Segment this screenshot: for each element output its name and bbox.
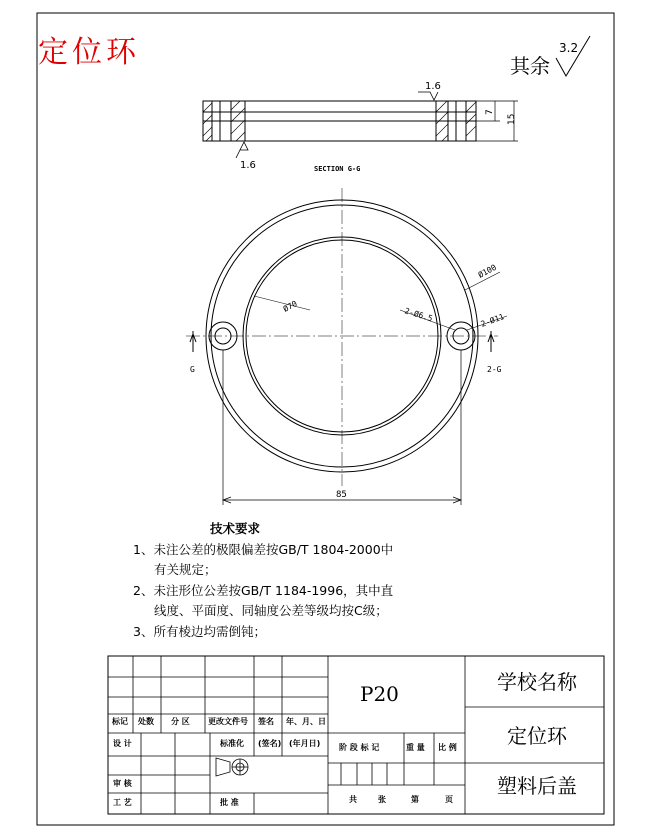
roughness-top-value: 1.6 (425, 81, 441, 92)
material: 塑料后盖 (497, 774, 577, 798)
tech-line-3: 2、未注形位公差按GB/T 1184-1996，其中直 (133, 583, 394, 598)
label-scale: 比 例 (438, 743, 457, 752)
label-approve: 批 准 (220, 798, 239, 807)
tech-line-1: 1、未注公差的极限偏差按GB/T 1804-2000中 (133, 542, 394, 557)
label-sheets: 张 (378, 795, 386, 804)
center-lines (186, 188, 498, 486)
label-docno: 更改文件号 (208, 717, 248, 726)
label-zone: 分 区 (171, 717, 190, 726)
roughness-bottom-value: 1.6 (240, 160, 256, 171)
dim-outer: Ø100 (476, 262, 498, 280)
label-date2: (年月日) (289, 739, 321, 748)
label-sheet-no: 第 (411, 795, 419, 804)
section-label: SECTION G-G (314, 165, 361, 173)
tech-line-4: 线度、平面度、同轴度公差等级均按C级； (154, 603, 388, 618)
dim-span: 85 (336, 490, 347, 500)
drawing-title-red: 定位环 (38, 35, 140, 70)
label-mark: 标记 (112, 717, 128, 726)
tech-title: 技术要求 (210, 521, 261, 536)
label-standardize: 标准化 (220, 739, 244, 748)
label-process: 工 艺 (113, 798, 132, 807)
label-stage-mark: 阶 段 标 记 (339, 743, 380, 752)
rough-note: 其余 (510, 54, 550, 78)
roughness-mark-bottom (236, 142, 248, 158)
roughness-mark-top (418, 92, 438, 100)
label-count: 处数 (138, 717, 154, 726)
dim-cbore: 2-Ø11 (479, 312, 506, 329)
roughness-value: 3.2 (559, 41, 579, 55)
label-weight: 重 量 (406, 743, 425, 752)
cut-label-right: 2-G (487, 365, 502, 374)
projection-symbol (216, 758, 248, 776)
dim-bore: 2-Ø6.5 (403, 306, 434, 324)
dim-height-small: 7 (485, 109, 495, 115)
label-sign: 签名 (258, 717, 274, 726)
dim-height-total: 15 (507, 113, 517, 125)
label-sign2: (签名) (258, 739, 282, 748)
tech-line-2: 有关规定； (154, 562, 217, 577)
label-sheets-total: 共 (349, 795, 357, 804)
sheet-border (37, 13, 614, 825)
school-name: 学校名称 (497, 670, 577, 694)
dim-inner: Ø70 (281, 299, 299, 314)
label-date: 年、月、日 (286, 717, 326, 726)
tech-line-5: 3、所有棱边均需倒钝； (133, 624, 266, 639)
cut-label-left: G (190, 365, 195, 374)
label-design: 设 计 (113, 739, 132, 748)
label-page: 页 (445, 795, 453, 804)
label-review: 审 核 (113, 779, 132, 788)
part-name: 定位环 (507, 724, 567, 748)
part-code: P20 (360, 682, 399, 706)
